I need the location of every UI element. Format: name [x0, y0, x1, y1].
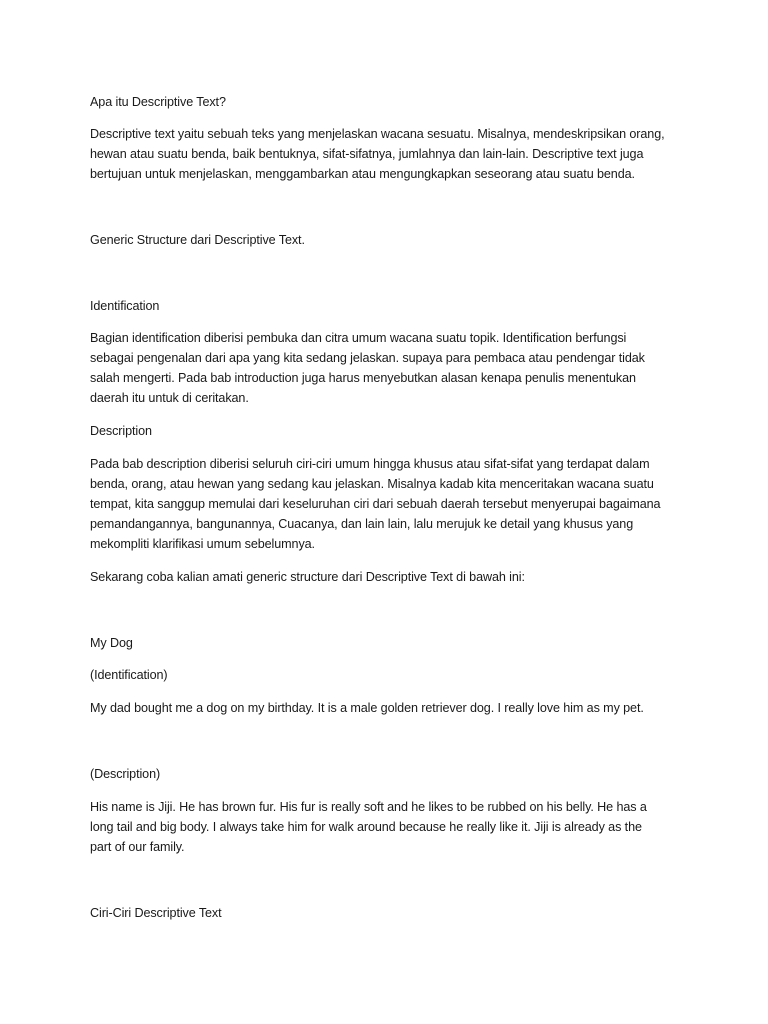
- example-description-line: His name is Jiji. He has brown fur. His fur is really soft and he likes to be rubbed on his belly. He has a: [90, 800, 647, 814]
- description-line: tempat, kita sanggup memulai dari keseluruhan ciri dari sebuah daerah tersebut menyerupai bagaimana: [90, 497, 661, 511]
- heading-apa-itu: Apa itu Descriptive Text?: [90, 95, 226, 109]
- example-identification-text: My dad bought me a dog on my birthday. It is a male golden retriever dog. I really love him as my pet.: [90, 701, 644, 715]
- description-line: Pada bab description diberisi seluruh ciri-ciri umum hingga khusus atau sifat-sifat yang terdapat dalam: [90, 457, 650, 471]
- description-line: benda, orang, atau hewan yang sedang kau jelaskan. Misalnya kadab kita menceritakan wacana suatu: [90, 477, 654, 491]
- intro-example: Sekarang coba kalian amati generic structure dari Descriptive Text di bawah ini:: [90, 570, 525, 584]
- example-title: My Dog: [90, 636, 133, 650]
- heading-generic-structure: Generic Structure dari Descriptive Text.: [90, 233, 305, 247]
- heading-ciri-ciri: Ciri-Ciri Descriptive Text: [90, 906, 222, 920]
- definition-line: Descriptive text yaitu sebuah teks yang menjelaskan wacana sesuatu. Misalnya, mendeskripsikan orang,: [90, 127, 665, 141]
- example-description-line: part of our family.: [90, 840, 185, 854]
- example-description-label: (Description): [90, 767, 161, 781]
- heading-description: Description: [90, 424, 152, 438]
- description-line: pemandangannya, bangunannya, Cuacanya, dan lain lain, lalu merujuk ke detail yang khusus yang: [90, 517, 634, 531]
- example-identification-label: (Identification): [90, 668, 168, 682]
- definition-line: hewan atau suatu benda, baik bentuknya, sifat-sifatnya, jumlahnya dan lain-lain. Descriptive text juga: [90, 147, 644, 161]
- identification-line: Bagian identification diberisi pembuka dan citra umum wacana suatu topik. Identification berfungsi: [90, 331, 627, 345]
- heading-identification: Identification: [90, 299, 160, 313]
- description-line: mekompliti klarifikasi umum sebelumnya.: [90, 537, 315, 551]
- identification-line: salah mengerti. Pada bab introduction juga harus menyebutkan alasan kenapa penulis menentukan: [90, 371, 636, 385]
- example-description-line: long tail and big body. I always take him for walk around because he really like it. Jiji is already as the: [90, 820, 642, 834]
- identification-line: daerah itu untuk di ceritakan.: [90, 391, 249, 405]
- definition-line: bertujuan untuk menjelaskan, menggambarkan atau mengungkapkan seseorang atau suatu benda.: [90, 167, 635, 181]
- identification-line: sebagai pengenalan dari apa yang kita sedang jelaskan. supaya para pembaca atau pendengar tidak: [90, 351, 645, 365]
